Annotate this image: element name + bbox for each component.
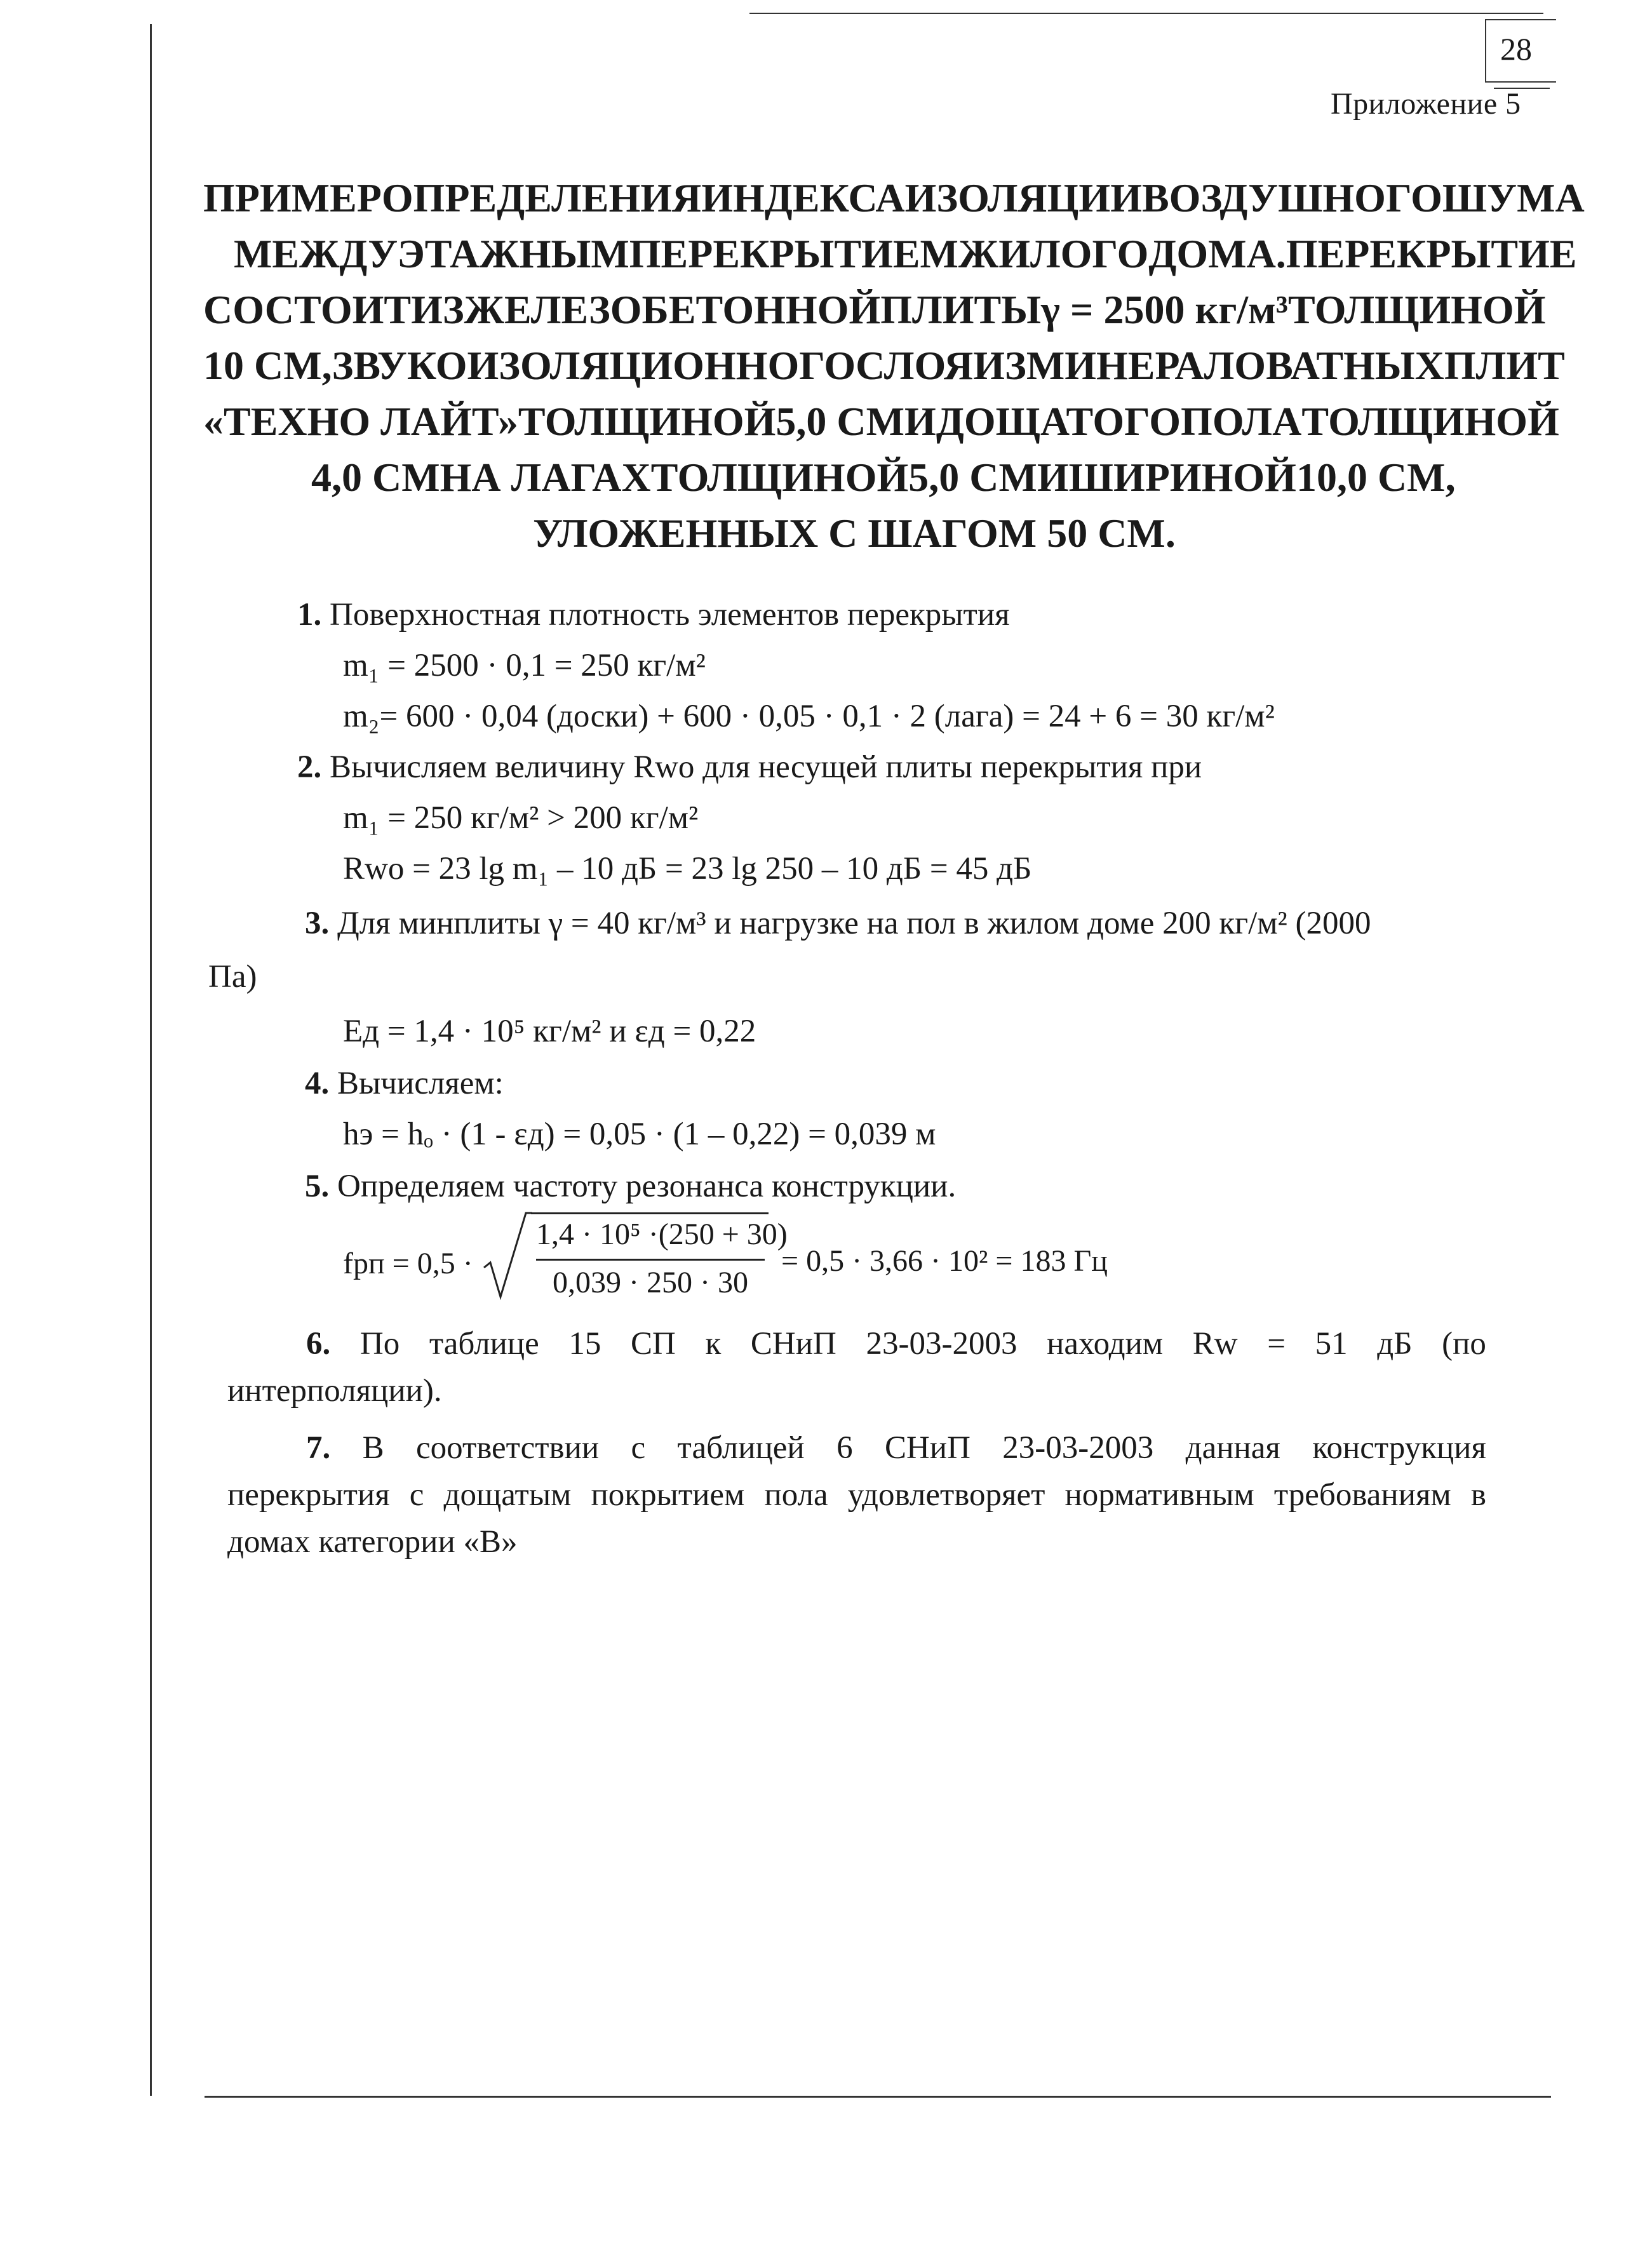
- step-3: [305, 901, 1371, 946]
- equation-m2: m₂= 600 · 0,04 (доски) + 600 · 0,05 · 0,1 · 2 (лага) = 24 + 6 = 30 кг/м²: [343, 699, 1275, 734]
- equation-ed: Eд = 1,4 · 10⁵ кг/м² и εд = 0,22: [343, 1014, 756, 1049]
- appendix-label: Приложение 5: [1331, 87, 1521, 121]
- page-bottom-border: [205, 2096, 1551, 2098]
- page-top-rule: [749, 13, 1543, 14]
- title-line: УЛОЖЕННЫХ С ШАГОМ 50 СМ.: [533, 511, 1176, 556]
- step-text: Вычисляем величину Rᴡᴏ для несущей плиты перекрытия при: [330, 749, 1202, 785]
- step-4: [305, 1061, 504, 1106]
- title-line: 4,0 СМ НА ЛАГАХ ТОЛЩИНОЙ 5,0 СМ И ШИРИНОЙ 10,0 СМ,: [311, 455, 1456, 500]
- paragraph-line: перекрытия с дощатым покрытием пола удовлетворяет нормативным требованиям в: [227, 1477, 1486, 1513]
- title-line: «ТЕХНО ЛАЙТ» ТОЛЩИНОЙ 5,0 СМ И ДОЩАТОГО ПОЛА ТОЛЩИНОЙ: [203, 399, 1559, 444]
- fraction-bar: [536, 1259, 765, 1261]
- title-line: СОСТОИТ ИЗ ЖЕЛЕЗОБЕТОННОЙ ПЛИТЫ γ = 2500 кг/м³ ТОЛЩИНОЙ: [203, 287, 1546, 332]
- step-6: [227, 1321, 1486, 1414]
- page-left-border: [150, 24, 152, 2096]
- step-number: 1.: [297, 597, 322, 633]
- paragraph-line: интерполяции).: [227, 1373, 442, 1409]
- step-text: Для минплиты γ = 40 кг/м³ и нагрузке на пол в жилом доме 200 кг/м² (2000: [337, 906, 1371, 941]
- title-line: ПРИМЕР ОПРЕДЕЛЕНИЯ ИНДЕКСА ИЗОЛЯЦИИ ВОЗДУШНОГО ШУМА: [203, 175, 1585, 220]
- equation-m1: m₁ = 2500 · 0,1 = 250 кг/м²: [343, 648, 706, 683]
- equation-he: hэ = hₒ · (1 - εд) = 0,05 · (1 – 0,22) = 0,039 м: [343, 1116, 936, 1152]
- step-text: Определяем частоту резонанса конструкции.: [337, 1169, 957, 1204]
- step-text: Вычисляем:: [337, 1066, 504, 1101]
- formula-denominator: 0,039 · 250 · 30: [553, 1266, 748, 1299]
- step-3-continuation: Па): [208, 959, 257, 995]
- step-number: 5.: [305, 1169, 330, 1204]
- paragraph-line: 7. В соответствии с таблицей 6 СНиП 23-03-2003 данная конструкция: [306, 1430, 1486, 1466]
- equation-rwo: Rᴡᴏ = 23 lg m₁ – 10 дБ = 23 lg 250 – 10 дБ = 45 дБ: [343, 851, 1032, 887]
- step-5: [305, 1163, 956, 1209]
- step-text: Поверхностная плотность элементов перекрытия: [330, 597, 1010, 633]
- step-2: [297, 744, 1202, 790]
- formula-numerator: 1,4 · 10⁵ ·(250 + 30): [536, 1217, 788, 1251]
- step-1: [297, 592, 1010, 638]
- step-7: [227, 1425, 1486, 1565]
- page-number: 28: [1500, 31, 1532, 67]
- title-line: МЕЖДУЭТАЖНЫМ ПЕРЕКРЫТИЕМ ЖИЛОГО ДОМА. ПЕРЕКРЫТИЕ: [234, 231, 1577, 276]
- equation-m1-condition: m₁ = 250 кг/м² > 200 кг/м²: [343, 800, 699, 836]
- title-line: 10 СМ, ЗВУКОИЗОЛЯЦИОННОГО СЛОЯ ИЗ МИНЕРАЛОВАТНЫХ ПЛИТ: [203, 343, 1565, 388]
- paragraph-line: 6. По таблице 15 СП к СНиП 23-03-2003 находим Rᴡ = 51 дБ (по: [306, 1326, 1486, 1362]
- step-number: 2.: [297, 749, 322, 785]
- step-number: 3.: [305, 906, 330, 941]
- formula-lhs: fрп = 0,5 ·: [343, 1247, 473, 1280]
- radical-vinculum: [531, 1212, 769, 1214]
- paragraph-line: домах категории «В»: [227, 1524, 518, 1560]
- formula-rhs: = 0,5 · 3,66 · 10² = 183 Гц: [781, 1244, 1108, 1278]
- step-number: 4.: [305, 1066, 330, 1101]
- radical-sign: [481, 1207, 532, 1302]
- document-title: [203, 170, 1585, 561]
